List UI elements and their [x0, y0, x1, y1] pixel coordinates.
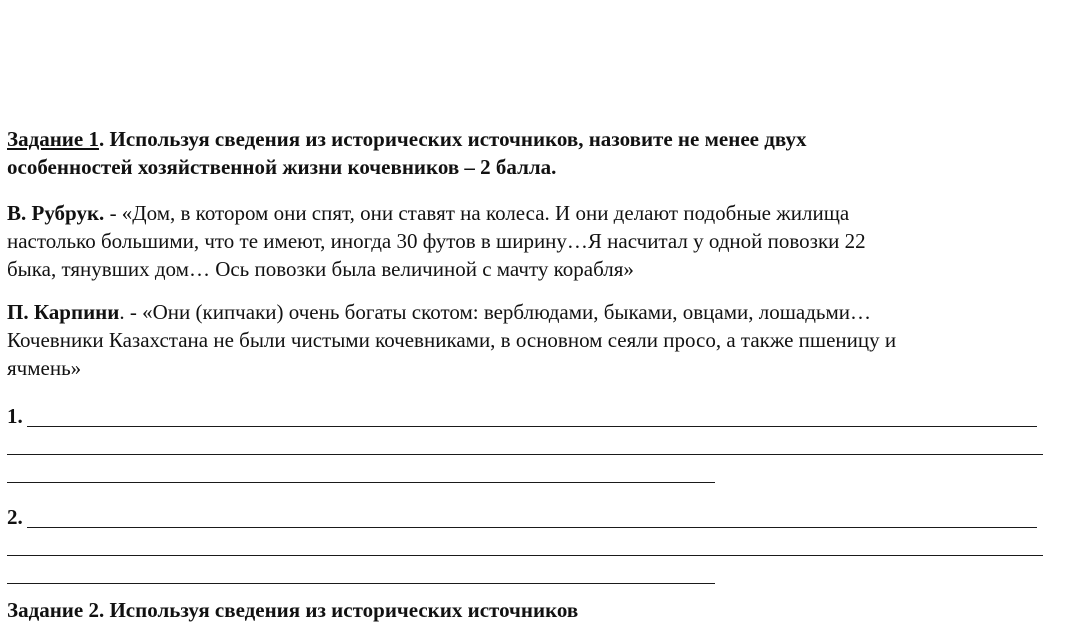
task1-label: Задание 1 — [7, 127, 99, 151]
answer1-blank-line-1[interactable] — [27, 426, 1037, 427]
source1-quote-start: - «Дом, в котором они спят, они ставят на колеса. И они делают подобные жилища — [104, 201, 850, 225]
answer1-blank-line-3[interactable] — [7, 482, 715, 483]
source1-line1 — [7, 199, 849, 227]
source1-line2: настолько большими, что те имеют, иногда 30 футов в ширину…Я насчитал у одной повозки 22 — [7, 229, 866, 253]
answer1-blank-line-2[interactable] — [7, 454, 1043, 455]
source2-author: П. Карпини — [7, 300, 120, 324]
source1-line3: быка, тянувших дом… Ось повозки была величиной с мачту корабля» — [7, 257, 634, 281]
source2-line3: ячмень» — [7, 356, 82, 380]
source2-line2: Кочевники Казахстана не были чистыми кочевниками, в основном сеяли просо, а также пшеницу и — [7, 328, 897, 352]
task1-heading-line1 — [7, 125, 806, 153]
source1-author: В. Рубрук. — [7, 201, 105, 225]
answer2-blank-line-1[interactable] — [27, 527, 1037, 528]
answer2-blank-line-3[interactable] — [7, 583, 715, 584]
task1-heading-text: . Используя сведения из исторических источников, назовите не менее двух — [98, 127, 807, 151]
task1-heading-line2: особенностей хозяйственной жизни кочевников – 2 балла. — [7, 155, 557, 179]
source2-quote-start: . - «Они (кипчаки) очень богаты скотом: верблюдами, быками, овцами, лошадьми… — [119, 300, 872, 324]
answer1-number: 1. — [7, 404, 23, 428]
answer2-blank-line-2[interactable] — [7, 555, 1043, 556]
task2-partial-heading: Задание 2. Используя сведения из исторических источников — [7, 598, 579, 622]
answer2-number: 2. — [7, 505, 23, 529]
source2-line1 — [7, 298, 871, 326]
